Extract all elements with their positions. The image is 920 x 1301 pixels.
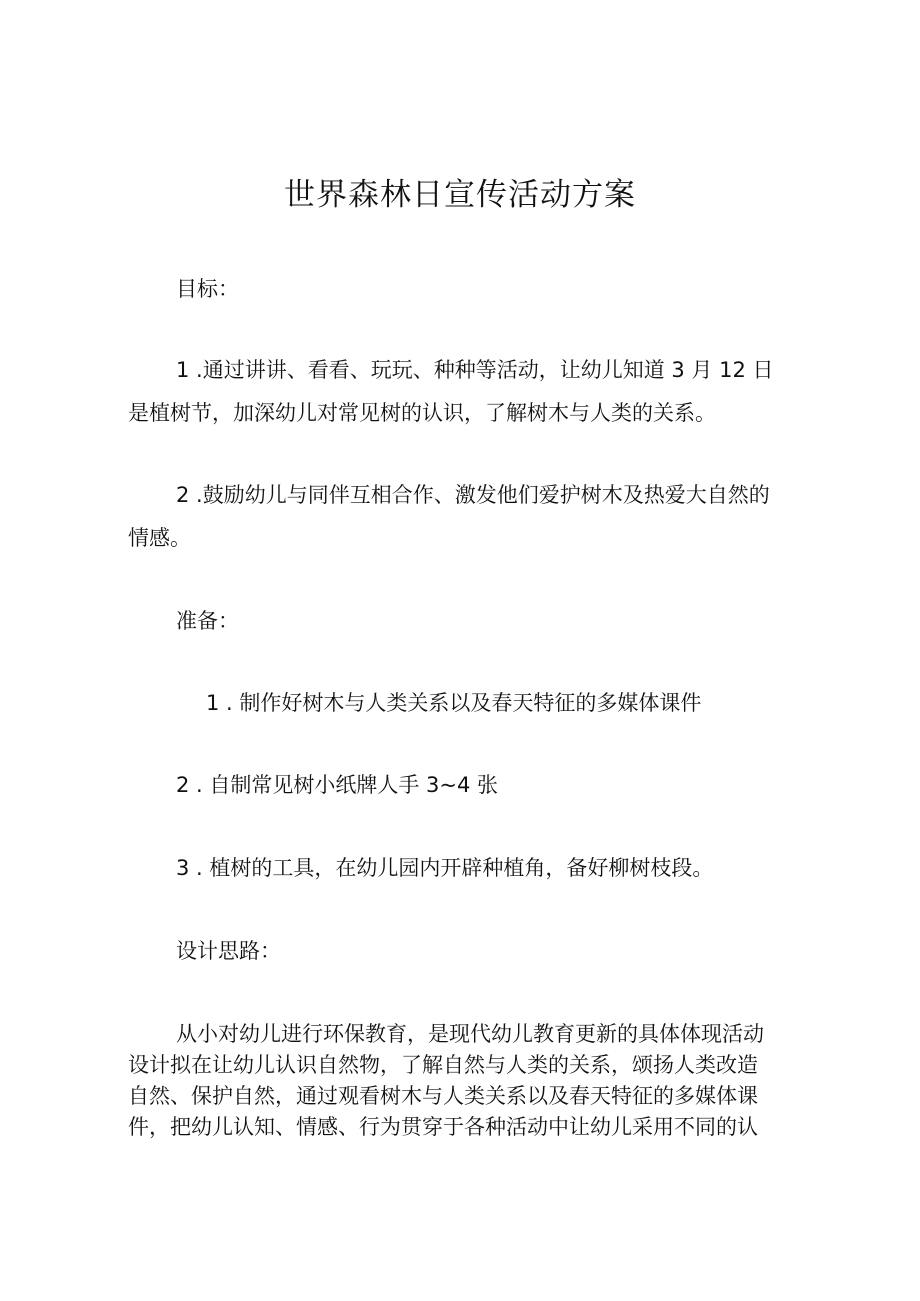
design-line-4: 件，把幼儿认知、情感、行为贯穿于各种活动中让幼儿采用不同的认 — [128, 1115, 758, 1139]
document-title: 世界森林日宣传活动方案 — [284, 177, 636, 213]
design-paragraph — [128, 1019, 792, 1143]
prep-heading: 准备： — [176, 609, 239, 633]
goal-1-line-1: 1 .通过讲讲、看看、玩玩、种种等活动，让幼儿知道 3 月 12 日 — [176, 358, 774, 382]
goal-heading: 目标： — [176, 277, 239, 301]
goal-1-line-2: 是植树节，加深幼儿对常见树的认识，了解树木与人类的关系。 — [128, 401, 716, 425]
prep-item-1: 1 . 制作好树木与人类关系以及春天特征的多媒体课件 — [206, 691, 702, 715]
prep-item-3: 3 . 植树的工具，在幼儿园内开辟种植角，备好柳树枝段。 — [176, 856, 714, 880]
prep-item-2: 2 . 自制常见树小纸牌人手 3~4 张 — [176, 773, 499, 797]
design-heading: 设计思路： — [176, 939, 281, 963]
design-line-3: 自然、保护自然，通过观看树木与人类关系以及春天特征的多媒体课 — [128, 1084, 758, 1108]
goal-2-line-2: 情感。 — [128, 526, 191, 550]
design-line-2: 设计拟在让幼儿认识自然物，了解自然与人类的关系，颂扬人类改造 — [128, 1053, 758, 1077]
design-line-1: 从小对幼儿进行环保教育，是现代幼儿教育更新的具体体现活动 — [176, 1022, 764, 1046]
goal-2-line-1: 2 .鼓励幼儿与同伴互相合作、激发他们爱护树木及热爱大自然的 — [176, 483, 770, 507]
